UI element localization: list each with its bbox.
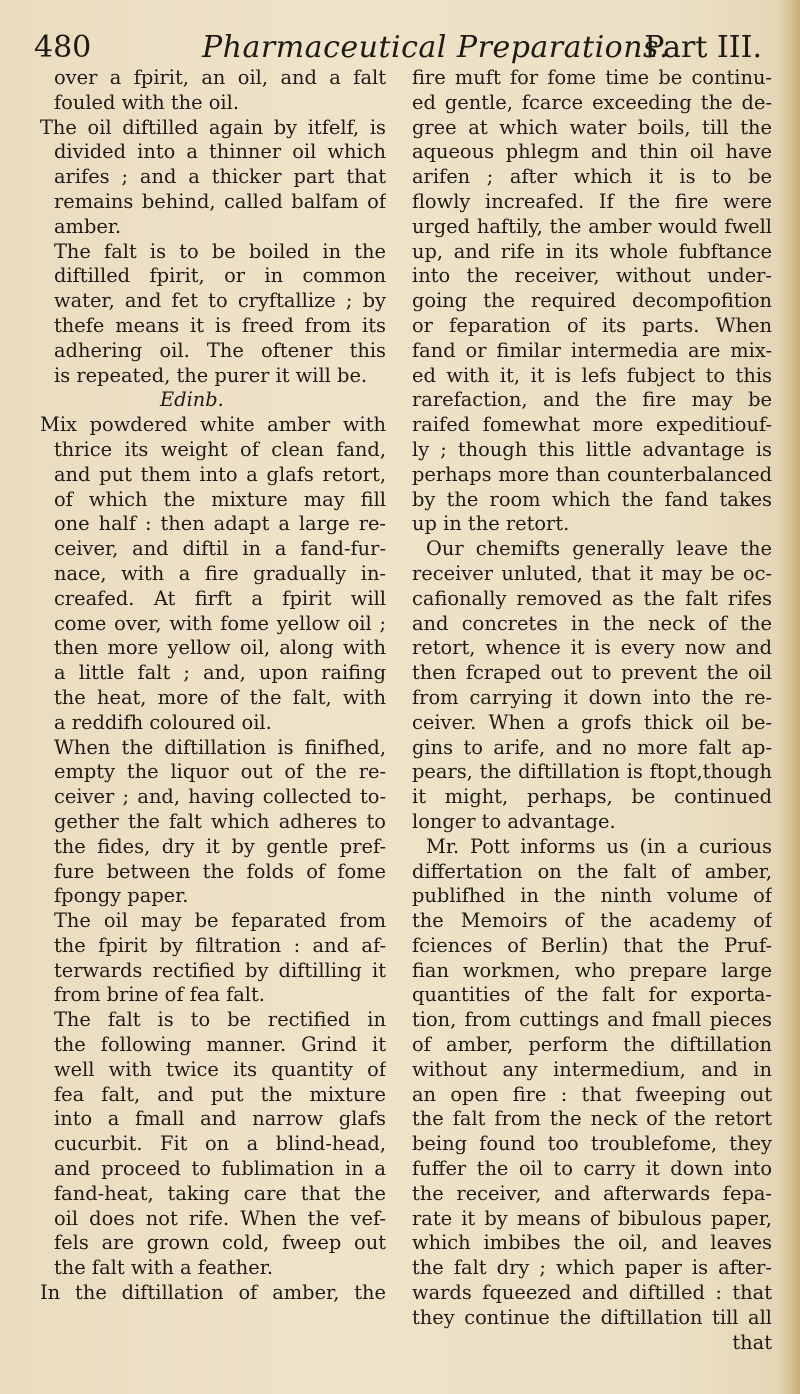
text-line: they continue the diftillation till all (412, 1305, 772, 1329)
text-line: pears, the diftillation is ftopt,though (412, 760, 772, 784)
text-line: aqueous phlegm and thin oil have (412, 140, 772, 164)
page-header (34, 24, 762, 72)
text-line: flowly increafed. If the fire were (412, 189, 772, 213)
text-line: of amber, perform the diftillation (412, 1033, 772, 1057)
text-line: the falt with a feather. (54, 1256, 274, 1280)
text-line: well with twice its quantity of (54, 1057, 386, 1081)
text-line: ceiver ; and, having collected to- (54, 785, 386, 809)
text-line: arifen ; after which it is to be (412, 165, 772, 189)
text-line: into the receiver, without under- (412, 264, 772, 288)
text-line: Edinb. (160, 388, 224, 412)
text-line: that (732, 1330, 772, 1354)
text-line: publifhed in the ninth volume of (412, 884, 772, 908)
text-line: and put them into a glafs retort, (54, 462, 386, 486)
text-line: creafed. At firft a fpirit will (54, 586, 386, 610)
text-line: over a fpirit, an oil, and a falt (54, 66, 386, 89)
text-line: terwards rectified by diftilling it (54, 958, 386, 982)
text-line: a little falt ; and, upon raifing (54, 661, 386, 685)
text-line: Mr. Pott informs us (in a curious (426, 834, 772, 858)
text-line: When the diftillation is finifhed, (54, 735, 386, 759)
text-line: then more yellow oil, along with (54, 636, 386, 660)
text-line: quantities of the falt for exporta- (412, 983, 772, 1007)
text-line: and concretes in the neck of the (412, 611, 772, 635)
text-line: or feparation of its parts. When (412, 313, 772, 337)
text-line: Our chemifts generally leave the (426, 537, 772, 561)
text-line: perhaps more than counterbalanced (412, 462, 772, 486)
text-line: cucurbit. Fit on a blind-head, (54, 1132, 386, 1156)
text-line: it might, perhaps, be continued (412, 785, 772, 809)
text-line: In the diftillation of amber, the (40, 1281, 386, 1305)
text-line: the Memoirs of the academy of (412, 909, 772, 933)
text-line: and proceed to fublimation in a (54, 1157, 386, 1181)
text-line: without any intermedium, and in (412, 1057, 772, 1081)
text-line: the fides, dry it by gentle pref- (54, 834, 386, 858)
text-line: ceiver, and diftil in a fand-fur- (54, 537, 386, 561)
text-line: fire muft for fome time be continu- (412, 66, 772, 89)
text-line: fciences of Berlin) that the Pruf- (412, 933, 772, 957)
text-line: fand-heat, taking care that the (54, 1181, 386, 1205)
text-line: diftilled fpirit, or in common (54, 264, 386, 288)
text-line: then fcraped out to prevent the oil (412, 661, 772, 685)
part-label: Part III. (644, 30, 762, 65)
left-column (40, 66, 386, 1306)
running-title: Pharmaceutical Preparations. (202, 30, 669, 65)
right-column (412, 66, 772, 1355)
text-line: from carrying it down into the re- (412, 685, 772, 709)
text-line: nace, with a fire gradually in- (54, 561, 386, 585)
text-line: fels are grown cold, fweep out (54, 1231, 386, 1255)
text-line: ly ; though this little advantage is (412, 437, 772, 461)
text-line: amber. (54, 214, 122, 238)
text-line: a reddifh coloured oil. (54, 710, 272, 734)
text-line: fea falt, and put the mixture (54, 1082, 386, 1106)
text-line: up in the retort. (412, 512, 570, 536)
text-line: up, and rife in its whole fubftance (412, 239, 772, 263)
text-line: differtation on the falt of amber, (412, 859, 772, 883)
text-line: longer to advantage. (412, 809, 616, 833)
text-line: being found too troublefome, they (412, 1132, 772, 1156)
text-line: fuffer the oil to carry it down into (412, 1157, 772, 1181)
text-line: rarefaction, and the fire may be (412, 388, 772, 412)
text-line: is repeated, the purer it will be. (54, 363, 368, 387)
page-number: 480 (34, 30, 92, 65)
text-line: thrice its weight of clean fand, (54, 437, 386, 461)
text-line: of which the mixture may fill (54, 487, 386, 511)
text-line: the heat, more of the falt, with (54, 685, 386, 709)
text-line: the falt from the neck of the retort (412, 1107, 772, 1131)
text-line: receiver unluted, that it may be oc- (412, 561, 772, 585)
text-line: fure between the folds of fome (54, 859, 386, 883)
text-line: wards fqueezed and diftilled : that (412, 1281, 772, 1305)
text-line: oil does not rife. When the vef- (54, 1206, 386, 1230)
text-line: by the room which the fand takes (412, 487, 772, 511)
page-edge-shadow (778, 0, 800, 1394)
text-line: water, and fet to cryftallize ; by (54, 289, 386, 313)
text-line: thefe means it is freed from its (54, 313, 386, 337)
text-line: The oil may be feparated from (54, 909, 386, 933)
text-line: rate it by means of bibulous paper, (412, 1206, 772, 1230)
text-line: an open fire : that fweeping out (412, 1082, 772, 1106)
text-line: cafionally removed as the falt rifes (412, 586, 772, 610)
text-line: divided into a thinner oil which (54, 140, 386, 164)
text-line: ed gentle, fcarce exceeding the de- (412, 90, 772, 114)
text-line: into a fmall and narrow glafs (54, 1107, 386, 1131)
text-line: the fpirit by filtration : and af- (54, 933, 386, 957)
text-line: fian workmen, who prepare large (412, 958, 772, 982)
text-line: raifed fomewhat more expeditiouf- (412, 413, 772, 437)
text-line: remains behind, called balfam of (54, 189, 386, 213)
text-line: the falt dry ; which paper is after- (412, 1256, 772, 1280)
text-line: ceiver. When a grofs thick oil be- (412, 710, 772, 734)
text-line: from brine of fea falt. (54, 983, 265, 1007)
text-line: adhering oil. The oftener this (54, 338, 386, 362)
text-line: gins to arife, and no more falt ap- (412, 735, 772, 759)
text-line: fpongy paper. (54, 884, 189, 908)
text-line: urged haftily, the amber would fwell (412, 214, 772, 238)
text-line: going the required decompofition (412, 289, 772, 313)
text-line: gether the falt which adheres to (54, 809, 386, 833)
text-line: the receiver, and afterwards fepa- (412, 1181, 772, 1205)
text-line: The falt is to be rectified in (54, 1008, 386, 1032)
text-line: tion, from cuttings and fmall pieces (412, 1008, 772, 1032)
text-line: The oil diftilled again by itfelf, is (40, 115, 386, 139)
text-line: the following manner. Grind it (54, 1033, 386, 1057)
text-line: Mix powdered white amber with (40, 413, 386, 437)
text-line: fouled with the oil. (54, 90, 239, 114)
text-line: come over, with fome yellow oil ; (54, 611, 386, 635)
text-line: arifes ; and a thicker part that (54, 165, 386, 189)
text-line: which imbibes the oil, and leaves (412, 1231, 772, 1255)
text-line: The falt is to be boiled in the (54, 239, 386, 263)
text-line: gree at which water boils, till the (412, 115, 772, 139)
text-line: empty the liquor out of the re- (54, 760, 386, 784)
text-line: retort, whence it is every now and (412, 636, 772, 660)
text-line: ed with it, it is lefs fubject to this (412, 363, 772, 387)
text-line: fand or fimilar intermedia are mix- (412, 338, 772, 362)
text-line: one half : then adapt a large re- (54, 512, 386, 536)
